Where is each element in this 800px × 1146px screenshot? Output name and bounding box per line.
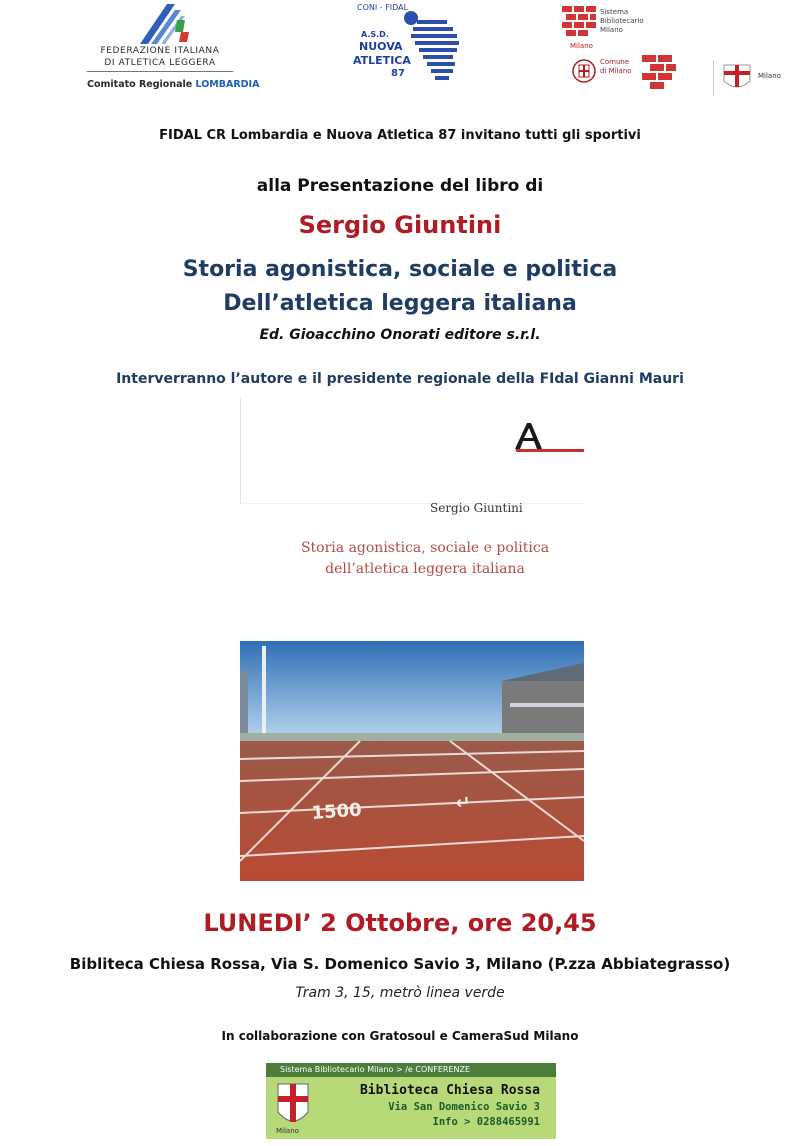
- invite-line: FIDAL CR Lombardia e Nuova Atletica 87 invitano tutti gli sportivi: [159, 128, 641, 143]
- banner-crest-label: Milano: [276, 1127, 299, 1135]
- publisher-a-icon: [513, 421, 543, 451]
- author-name: Sergio Giuntini: [298, 211, 502, 239]
- fidal-comitato: [87, 79, 259, 90]
- sbm-line3: Milano: [600, 26, 623, 34]
- nuova-atletica-logo: [345, 0, 465, 92]
- cover-title-line2: dell’atletica leggera italiana: [325, 561, 525, 577]
- track-marking: 1500: [310, 799, 363, 824]
- library-banner: [266, 1063, 556, 1139]
- fidal-emblem-icon: [85, 2, 235, 46]
- na-number: 87: [391, 68, 405, 79]
- fidal-name-line1: FEDERAZIONE ITALIANA: [100, 46, 220, 56]
- track-arrow-icon: ↵: [454, 791, 472, 814]
- na-asd: A.S.D.: [361, 30, 389, 39]
- cover-title-line1: Storia agonistica, sociale e politica: [300, 540, 550, 556]
- sistema-bibliotecario-logo: [562, 4, 652, 42]
- fidal-logo: [85, 2, 260, 96]
- comune-di-milano-logo: [570, 42, 710, 97]
- banner-library-name: Biblioteca Chiesa Rossa: [359, 1083, 540, 1098]
- na-name2: ATLETICA: [353, 54, 411, 67]
- comune-crest-icon: [570, 51, 710, 97]
- milano-cross-icon: [720, 63, 754, 93]
- cover-red-stripe: [516, 449, 584, 452]
- presentation-line: alla Presentazione del libro di: [256, 176, 544, 196]
- library-bricks-icon: [562, 6, 598, 40]
- comune-line1: Comune: [600, 58, 630, 66]
- sbm-line1: Sistema: [600, 8, 629, 16]
- fidal-comitato-region: LOMBARDIA: [195, 79, 260, 90]
- fidal-comitato-prefix: Comitato Regionale: [87, 79, 196, 90]
- comune-city: Milano: [570, 42, 593, 50]
- book-title-line2: Dell’atletica leggera italiana: [223, 291, 577, 316]
- speakers-line: Interverranno l’autore e il presidente regionale della FIdal Gianni Mauri: [116, 371, 684, 387]
- fidal-name-line2: DI ATLETICA LEGGERA: [104, 58, 216, 68]
- book-cover-top: [240, 397, 585, 504]
- collaboration-line: In collaborazione con Gratosoul e CameraSud Milano: [221, 1029, 579, 1043]
- na-header: CONI - FIDAL: [357, 3, 409, 12]
- cover-author: Sergio Giuntini: [430, 501, 523, 515]
- na-name1: NUOVA: [359, 40, 403, 53]
- running-track-photo: [240, 641, 584, 881]
- banner-address: Via San Domenico Savio 3: [388, 1101, 540, 1113]
- milano-flag-logo: [713, 60, 790, 96]
- track-illustration: [240, 641, 584, 881]
- comune-line2: di Milano: [600, 67, 632, 75]
- banner-info: Info > 0288465991: [432, 1116, 540, 1128]
- event-date: LUNEDI’ 2 Ottobre, ore 20,45: [203, 909, 597, 937]
- banner-top-bar: Sistema Bibliotecario Milano > /e CONFERENZE: [266, 1063, 556, 1077]
- sbm-line2: Bibliotecario: [600, 17, 644, 25]
- fidal-divider: [87, 71, 233, 72]
- milano-flag-label: Milano: [758, 72, 781, 80]
- book-title-line1: Storia agonistica, sociale e politica: [182, 257, 618, 282]
- publisher: Ed. Gioacchino Onorati editore s.r.l.: [259, 327, 541, 343]
- event-transport: Tram 3, 15, metrò linea verde: [295, 985, 505, 1001]
- event-place: Bibliteca Chiesa Rossa, Via S. Domenico Savio 3, Milano (P.zza Abbiategrasso): [69, 955, 731, 973]
